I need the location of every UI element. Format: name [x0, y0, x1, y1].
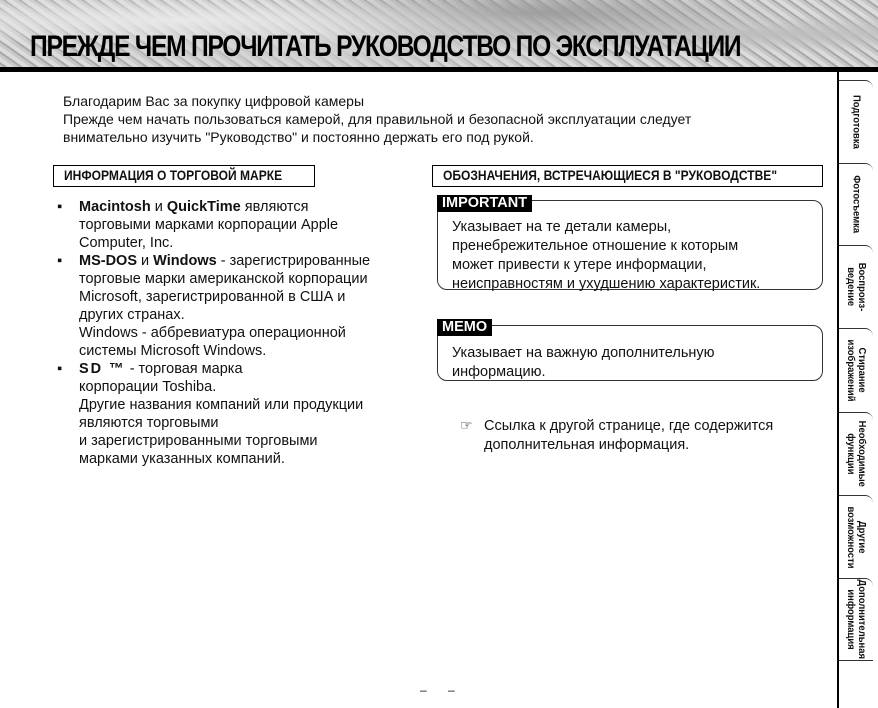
bullet-icon: ▪: [57, 253, 63, 269]
list-item: [57, 198, 423, 252]
text-line: Microsoft, зарегистрированной в США и: [79, 289, 346, 305]
text-line: других странах.: [79, 307, 185, 323]
text-line: Другие названия компаний или продукции: [79, 397, 364, 413]
text: являются: [240, 199, 309, 215]
reference-note: [462, 417, 773, 455]
text: и: [150, 199, 167, 215]
text-line: торговые марки американской корпорации: [79, 271, 368, 287]
text-line: дополнительная информация.: [484, 437, 690, 453]
text-line: Ссылка к другой странице, где содержится: [484, 418, 774, 434]
pointing-hand-icon: ☞: [460, 418, 473, 434]
text-line: и зарегистрированными торговыми: [79, 433, 318, 449]
text: - торговая марка: [125, 361, 243, 377]
brand: Macintosh: [79, 199, 151, 215]
trademark-list: [57, 198, 423, 468]
bullet-icon: ▪: [57, 199, 63, 215]
text-line: торговыми марками корпорации Apple: [79, 217, 339, 233]
tab-additional-info[interactable]: [839, 578, 873, 661]
page-number-left: –: [420, 683, 427, 697]
tab-erasing[interactable]: [839, 328, 873, 412]
text-line: пренебрежительное отношение к которым: [452, 238, 739, 254]
tab-essential-functions[interactable]: [839, 412, 873, 495]
intro-line: Прежде чем начать пользоваться камерой, для правильной и безопасной эксплуатации следует: [63, 111, 692, 127]
text-line: неисправностям и ухудшению характеристик.: [452, 276, 761, 292]
tab-label: Фотосъемка: [850, 175, 863, 234]
tab-other-features[interactable]: [839, 495, 873, 578]
tab-label: Подготовка: [850, 95, 863, 149]
notation-heading: ОБОЗНАЧЕНИЯ, ВСТРЕЧАЮЩИЕСЯ В "РУКОВОДСТВЕ": [432, 165, 823, 187]
text-line: может привести к утере информации,: [452, 257, 707, 273]
brand: MS-DOS: [79, 253, 137, 269]
memo-label: MEMO: [437, 319, 492, 336]
brand: SD ™: [79, 361, 126, 377]
page-title: ПРЕЖДЕ ЧЕМ ПРОЧИТАТЬ РУКОВОДСТВО ПО ЭКСПЛУАТАЦИИ: [30, 30, 741, 63]
list-item: [57, 252, 423, 360]
tab-label: Стирание изображений: [845, 339, 868, 402]
tab-playback[interactable]: [839, 245, 873, 328]
tab-label: Воспроиз- ведение: [845, 262, 868, 312]
memo-text: [452, 344, 715, 382]
tab-label: Дополнительная информация: [845, 579, 868, 660]
text-line: системы Microsoft Windows.: [79, 343, 267, 359]
trademark-heading: ИНФОРМАЦИЯ О ТОРГОВОЙ МАРКЕ: [53, 165, 315, 187]
tab-preparation[interactable]: [839, 80, 873, 163]
page-number-right: –: [448, 683, 455, 697]
brand: Windows: [153, 253, 217, 269]
tab-shooting[interactable]: [839, 163, 873, 245]
important-text: [452, 218, 760, 294]
text-line: Указывает на те детали камеры,: [452, 219, 672, 235]
important-label: IMPORTANT: [437, 195, 532, 212]
intro-line: Благодарим Вас за покупку цифровой камеры: [63, 93, 365, 109]
text: - зарегистрированные: [216, 253, 371, 269]
tab-label: Другие возможности: [845, 505, 868, 569]
text-line: информацию.: [452, 364, 546, 380]
text-line: Computer, Inc.: [79, 235, 174, 251]
list-item: [57, 360, 423, 468]
bullet-icon: ▪: [57, 361, 63, 377]
text-line: являются торговыми: [79, 415, 219, 431]
brand: QuickTime: [166, 199, 241, 215]
text-line: марками указанных компаний.: [79, 451, 285, 467]
intro-text: [63, 92, 691, 146]
text-line: Windows - аббревиатура операционной: [79, 325, 346, 341]
text-line: корпорации Toshiba.: [79, 379, 217, 395]
text-line: Указывает на важную дополнительную: [452, 345, 715, 361]
tab-label: Необходимые функции: [845, 420, 868, 488]
intro-line: внимательно изучить "Руководство" и постоянно держать его под рукой.: [63, 129, 534, 145]
text: и: [137, 253, 154, 269]
header-rule: [0, 67, 878, 72]
